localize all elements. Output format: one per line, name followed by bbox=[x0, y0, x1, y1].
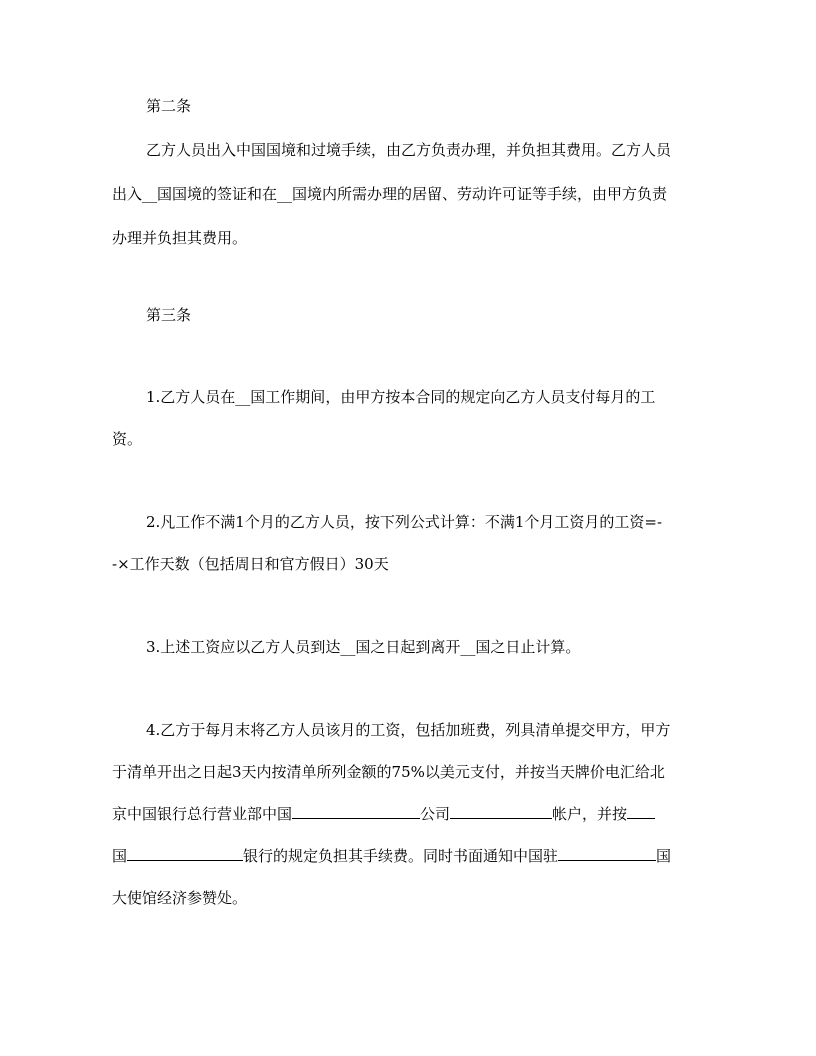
article-3-item-2-line-2: -×工作天数（包括周日和官方假日）30天 bbox=[112, 555, 389, 573]
article-3-item-4-line-1: 4.乙方于每月末将乙方人员该月的工资，包括加班费，列具清单提交甲方，甲方 bbox=[146, 721, 671, 739]
text-segment: 银行的规定负担其手续费。同时书面通知中国驻 bbox=[243, 847, 559, 865]
article-3-item-4-line-4 bbox=[112, 846, 671, 866]
article-2-line-1: 乙方人员出入中国国境和过境手续，由乙方负责办理，并负担其费用。乙方人员 bbox=[146, 141, 672, 159]
article-3-heading: 第三条 bbox=[146, 306, 192, 324]
article-2-line-2: 出入__国国境的签证和在__国境内所需办理的居留、劳动许可证等手续，由甲方负责 bbox=[112, 185, 668, 203]
blank-company-name bbox=[292, 804, 420, 819]
article-3-item-1-line-1: 1.乙方人员在__国工作期间，由甲方按本合同的规定向乙方人员支付每月的工 bbox=[146, 388, 656, 406]
article-3-item-3-line-1: 3.上述工资应以乙方人员到达__国之日起到离开__国之日止计算。 bbox=[146, 638, 581, 656]
blank-embassy-country bbox=[558, 846, 656, 861]
text-segment: 国 bbox=[656, 847, 672, 865]
article-3-item-4-line-2: 于清单开出之日起3天内按清单所列金额的75%以美元支付，并按当天牌价电汇给北 bbox=[112, 763, 665, 781]
blank-bank-name bbox=[127, 846, 243, 861]
article-3-item-4-line-5: 大使馆经济参赞处。 bbox=[112, 889, 248, 907]
article-3-item-4-line-3 bbox=[112, 804, 655, 824]
article-2-heading: 第二条 bbox=[146, 97, 192, 115]
text-segment: 公司 bbox=[420, 805, 451, 823]
text-segment: 帐户，并按 bbox=[552, 805, 628, 823]
blank-account-name bbox=[450, 804, 552, 819]
article-3-item-2-line-1: 2.凡工作不满1个月的乙方人员，按下列公式计算：不满1个月工资月的工资=- bbox=[146, 513, 663, 531]
article-3-item-1-line-2: 资。 bbox=[112, 430, 143, 448]
text-segment: 国 bbox=[112, 847, 128, 865]
article-2-line-3: 办理并负担其费用。 bbox=[112, 229, 248, 247]
text-segment: 京中国银行总行营业部中国 bbox=[112, 805, 293, 823]
blank-country bbox=[627, 804, 655, 819]
